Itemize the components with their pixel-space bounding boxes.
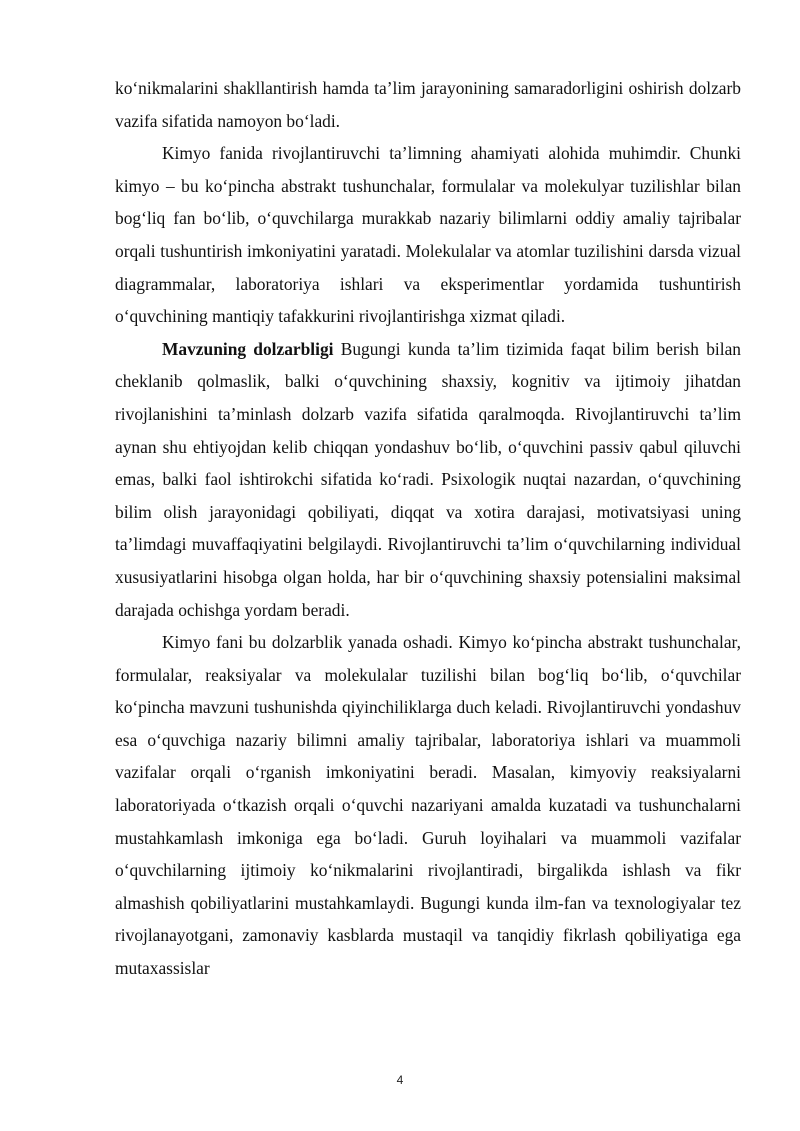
paragraph-topic-relevance [115,333,741,626]
paragraph-text: ko‘nikmalarini shakllantirish hamda ta’lim jarayonining samaradorligini oshirish dolzarb vazifa sifatida namoyon bo‘ladi. [115,78,741,131]
body-text [115,72,741,985]
paragraph-text: Kimyo fanida rivojlantiruvchi ta’limning ahamiyati alohida muhimdir. Chunki kimyo – bu ko‘pincha abstrakt tushunchalar, formulalar va molekulyar tuzilishlar bilan bog‘liq fan bo‘lib, o‘quvchilarga murakkab nazariy bilimlarni oddiy amaliy tajribalar orqali tushuntirish imkoniyatini yaratadi. Molekulalar va atomlar tuzilishini darsda vizual diagrammalar, laboratoriya ishlari va eksperimentlar yordamida tushuntirish o‘quvchining mantiqiy tafakkurini rivojlantirishga xizmat qiladi. [115,143,741,327]
paragraph-chemistry-importance [115,137,741,333]
paragraph-continuation [115,72,741,137]
section-heading-inline: Mavzuning dolzarbligi [162,338,334,359]
paragraph-chemistry-relevance [115,626,741,985]
paragraph-text: Kimyo fani bu dolzarblik yanada oshadi. Kimyo ko‘pincha abstrakt tushunchalar, formulalar, reaksiyalar va molekulalar tuzilishi bilan bog‘liq bo‘lib, o‘quvchilar ko‘pincha mavzuni tushunishda qiyinchiliklarga duch keladi. Rivojlantiruvchi yondashuv esa o‘quvchiga nazariy bilimni amaliy tajribalar, laboratoriya ishlari va muammoli vazifalar orqali o‘rganish imkoniyatini beradi. Masalan, kimyoviy reaksiyalarni laboratoriyada o‘tkazish orqali o‘quvchi nazariyani amalda kuzatadi va tushunchalarni mustahkamlash imkoniga ega bo‘ladi. Guruh loyihalari va muammoli vazifalar o‘quvchilarning ijtimoiy ko‘nikmalarini rivojlantiradi, birgalikda ishlash va fikr almashish qobiliyatlarini mustahkamlaydi. Bugungi kunda ilm-fan va texnologiyalar tez rivojlanayotgani, zamonaviy kasblarda mustaqil va tanqidiy fikrlash qobiliyatiga ega mutaxassislar [115,632,741,979]
paragraph-text: Bugungi kunda ta’lim tizimida faqat bilim berish bilan cheklanib qolmaslik, balki o‘quvchining shaxsiy, kognitiv va ijtimoiy jihatdan rivojlanishini ta’minlash dolzarb vazifa sifatida qaralmoqda. Rivojlantiruvchi ta’lim aynan shu ehtiyojdan kelib chiqqan yondashuv bo‘lib, o‘quvchini passiv qabul qiluvchi emas, balki faol ishtirokchi sifatida ko‘radi. Psixologik nuqtai nazardan, o‘quvchining bilim olish jarayonidagi qobiliyati, diqqat va xotira darajasi, motivatsiyasi uning ta’limdagi muvaffaqiyatini belgilaydi. Rivojlantiruvchi ta’lim o‘quvchilarning individual xususiyatlarini hisobga olgan holda, har bir o‘quvchining shaxsiy potensialini maksimal darajada ochishga yordam beradi. [115,338,741,620]
page-number: 4 [396,1073,404,1087]
